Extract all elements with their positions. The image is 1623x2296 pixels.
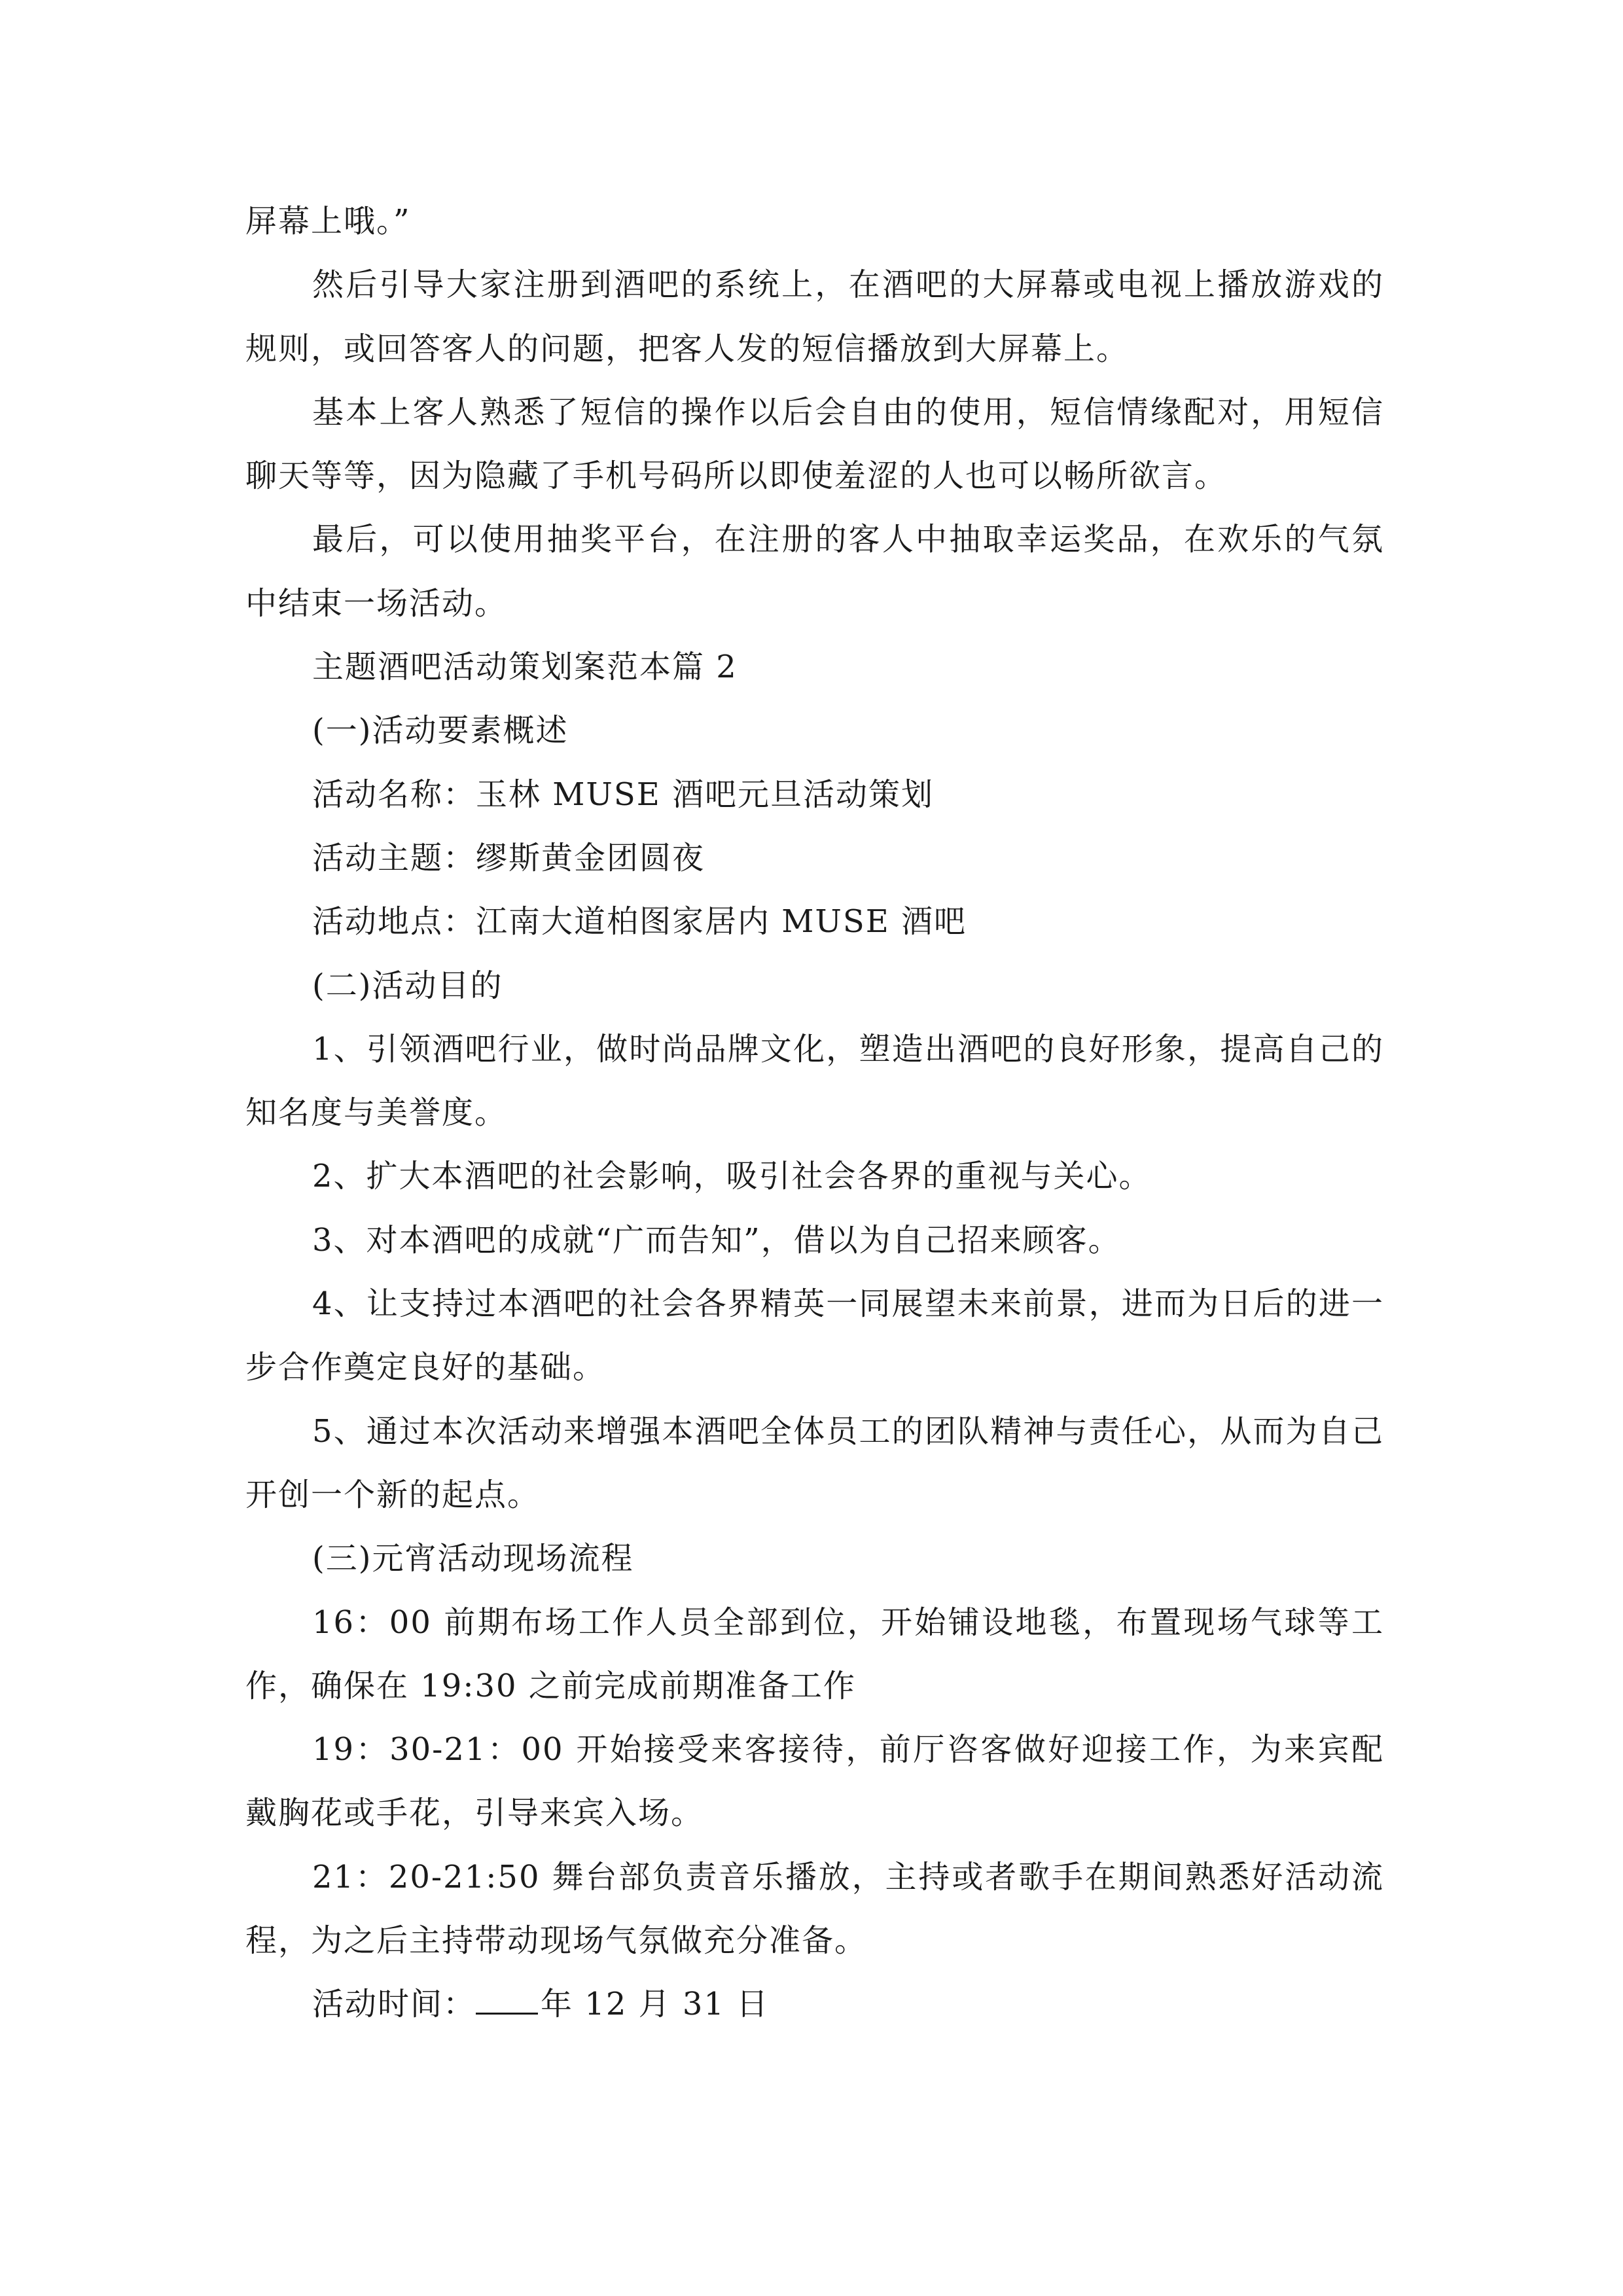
- activity-time-value: 年 12 月 31 日: [541, 1986, 770, 2023]
- list-item: 4、让支持过本酒吧的社会各界精英一同展望未来前景，进而为日后的进一步合作奠定良好的基础。: [245, 1285, 1384, 1386]
- subsection-heading: (二)活动目的: [312, 967, 503, 1004]
- activity-time-label: 活动时间：: [312, 1986, 476, 2023]
- document-body: [245, 190, 1384, 2037]
- subsection-heading: (三)元宵活动现场流程: [312, 1540, 634, 1577]
- paragraph: 基本上客人熟悉了短信的操作以后会自由的使用，短信情缘配对，用短信聊天等等，因为隐藏了手机号码所以即使羞涩的人也可以畅所欲言。: [245, 393, 1384, 495]
- paragraph: 活动地点：江南大道柏图家居内 MUSE 酒吧: [312, 903, 967, 941]
- paragraph: 活动主题：缪斯黄金团圆夜: [312, 839, 705, 876]
- paragraph: 屏幕上哦。”: [245, 203, 411, 240]
- list-item: 1、引领酒吧行业，做时尚品牌文化，塑造出酒吧的良好形象，提高自己的知名度与美誉度。: [245, 1030, 1384, 1132]
- list-item: 2、扩大本酒吧的社会影响，吸引社会各界的重视与关心。: [312, 1158, 1152, 1195]
- list-item: 5、通过本次活动来增强本酒吧全体员工的团队精神与责任心，从而为自己开创一个新的起点。: [245, 1412, 1384, 1513]
- schedule-item: 16：00 前期布场工作人员全部到位，开始铺设地毯，布置现场气球等工作，确保在 19:30 之前完成前期准备工作: [245, 1604, 1384, 1704]
- list-item: 3、对本酒吧的成就“广而告知”，借以为自己招来顾客。: [312, 1221, 1121, 1259]
- schedule-item: 21：20-21:50 舞台部负责音乐播放，主持或者歌手在期间熟悉好活动流程，为之后主持带动现场气氛做充分准备。: [245, 1858, 1384, 1960]
- schedule-item: 19：30-21：00 开始接受来客接待，前厅咨客做好迎接工作，为来宾配戴胸花或手花，引导来宾入场。: [245, 1731, 1384, 1832]
- activity-time-line: [245, 1973, 1384, 2036]
- paragraph: 最后，可以使用抽奖平台，在注册的客人中抽取幸运奖品，在欢乐的气氛中结束一场活动。: [245, 521, 1384, 622]
- paragraph: 然后引导大家注册到酒吧的系统上，在酒吧的大屏幕或电视上播放游戏的规则，或回答客人的问题，把客人发的短信播放到大屏幕上。: [245, 266, 1384, 367]
- section-heading: 主题酒吧活动策划案范本篇 2: [312, 649, 738, 686]
- subsection-heading: (一)活动要素概述: [312, 712, 569, 749]
- paragraph: 活动名称：玉林 MUSE 酒吧元旦活动策划: [312, 776, 935, 813]
- blank-underline: [476, 1984, 538, 2015]
